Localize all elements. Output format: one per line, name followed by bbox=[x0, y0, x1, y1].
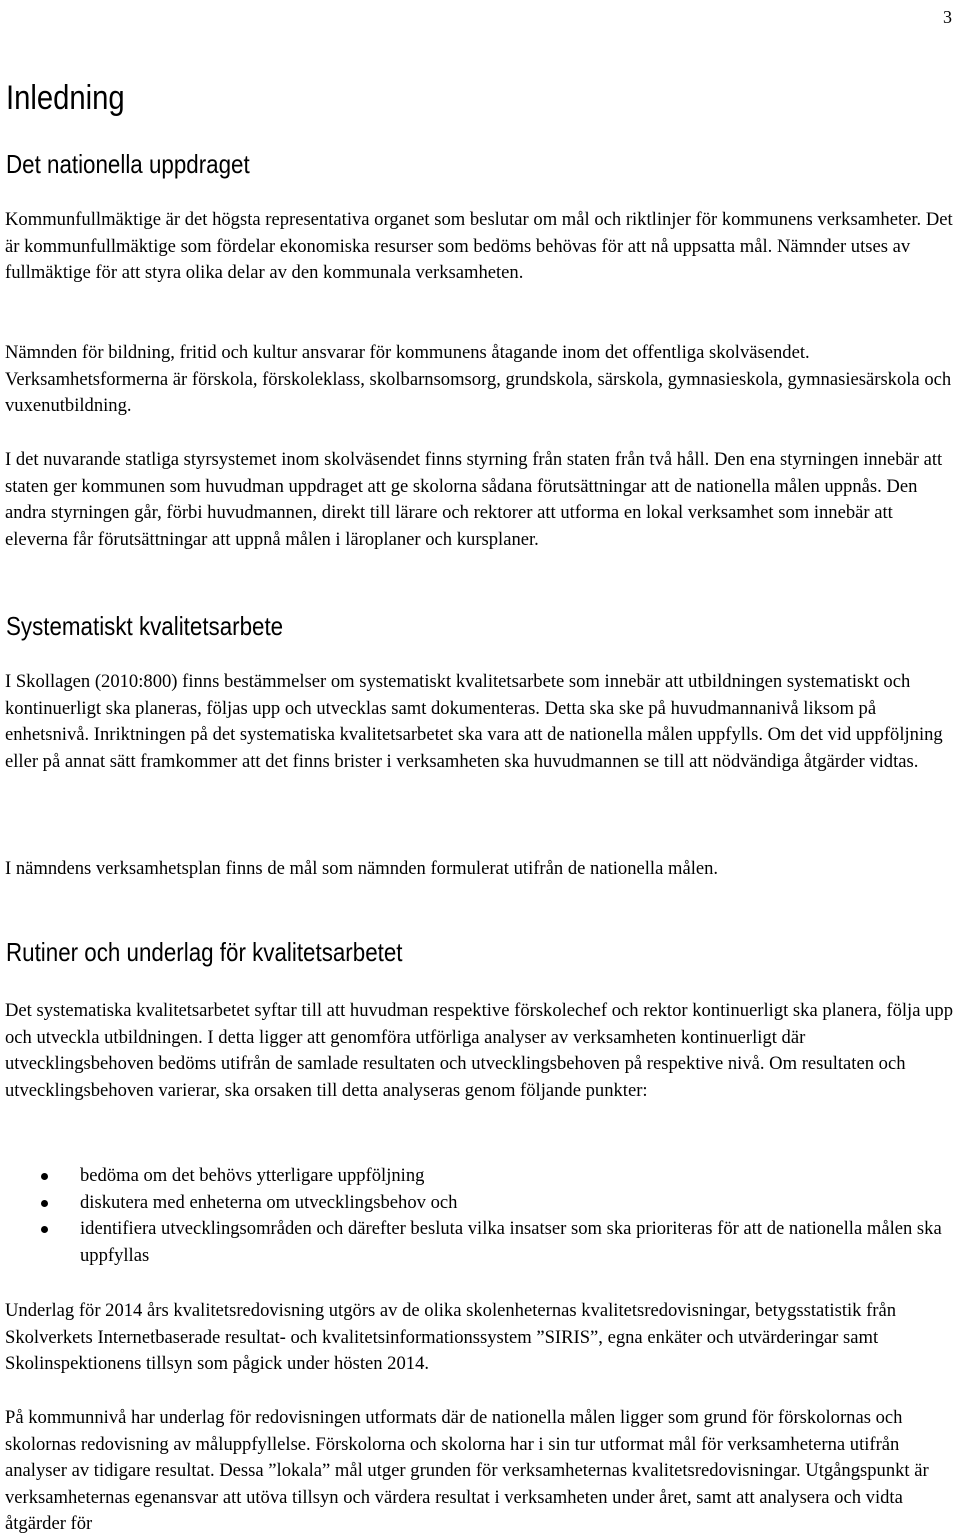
paragraph-skollagen: I Skollagen (2010:800) finns bestämmelser om systematiskt kvalitetsarbete som innebär att utbildningen systematiskt och kontinuerligt ska planeras, följas upp och utvecklas samt dokumenteras. Detta ska ske på huvudmannanivå liksom på enhetsnivå. Inriktningen på det systematiska kvalitetsarbetet ska vara att de nationella målen uppfylls. Om det vid uppföljning eller på annat sätt framkommer att det finns brister i verksamheten ska huvudmannen se till att nödvändiga åtgärder vidtas. bbox=[5, 671, 943, 772]
list-item: bedöma om det behövs ytterligare uppföljning bbox=[5, 1163, 957, 1190]
paragraph-namnden-ansvarar: Nämnden för bildning, fritid och kultur ansvarar för kommunens åtagande inom det offentliga skolväsendet. Verksamhetsformerna är förskola, förskoleklass, skolbarnsomsorg, grundskola, särskola, gymnasieskola, gymnasiesärskola och vuxenutbildning. bbox=[5, 342, 952, 417]
paragraph-styrsystemet: I det nuvarande statliga styrsystemet inom skolväsendet finns styrning från staten från två håll. Den ena styrningen innebär att staten ger kommunen som huvudman uppdraget att ge skolorna sådana förutsättningar att de nationella målen uppnås. Den andra styrningen går, förbi huvudmannen, direkt till lärare och rektorer att utforma en lokal verksamhet som innebär att eleverna får förutsättningar att uppnå målen i läroplaner och kursplaner. bbox=[5, 449, 943, 550]
bullet-icon bbox=[41, 1200, 48, 1207]
paragraph-underlag-2014: Underlag för 2014 års kvalitetsredovisning utgörs av de olika skolenheternas kvalitetsredovisningar, betygsstatistik från Skolverkets Internetbaserade resultat- och kvalitetsinformationssystem ”SIRIS”, egna enkäter och utvärderingar samt Skolinspektionens tillsyn som pågick under hösten 2014. bbox=[5, 1300, 897, 1375]
bullet-icon bbox=[41, 1173, 48, 1180]
paragraph-kommunfullmaktige: Kommunfullmäktige är det högsta representativa organet som beslutar om mål och riktlinjer för kommunens verksamheter. Det är kommunfullmäktige som fördelar ekonomiska resurser som bedöms behövas för att nå uppsatta mål. Nämnder utses av fullmäktige för att styra olika delar av den kommunala verksamheten. bbox=[5, 209, 953, 284]
paragraph-verksamhetsplan: I nämndens verksamhetsplan finns de mål som nämnden formulerat utifrån de nationella målen. bbox=[5, 858, 719, 879]
bullet-list bbox=[5, 1163, 957, 1269]
section-heading-systematiskt-kvalitetsarbete: Systematiskt kvalitetsarbete bbox=[6, 611, 284, 641]
paragraph-rutiner-intro: Det systematiska kvalitetsarbetet syftar till att huvudman respektive förskolechef och rektor kontinuerligt ska planera, följa upp och utveckla utbildningen. I detta ligger att genomföra utförliga analyser av verksamheten kontinuerligt där utvecklingsbehoven bedöms utifrån de samlade resultaten och utvecklingsbehoven på respektive nivå. Om resultaten och utvecklingsbehoven varierar, ska orsaken till detta analyseras genom följande punkter: bbox=[5, 1000, 953, 1101]
paragraph-kommunniva: På kommunnivå har underlag för redovisningen utformats där de nationella målen ligger som grund för förskolornas och skolornas redovisning av måluppfyllelse. Förskolorna och skolorna har i sin tur utformat mål för verksamheterna utifrån analyser av tidigare resultat. Dessa ”lokala” mål utger grunden för verksamheternas kvalitetsredovisningar. Utgångspunkt är verksamheternas egenansvar att utöva tillsyn och värdera resultat i verksamheten under året, samt att analysera och vidta åtgärder för bbox=[5, 1407, 929, 1535]
section-heading-nationella-uppdraget: Det nationella uppdraget bbox=[6, 149, 250, 179]
list-item: identifiera utvecklingsområden och därefter besluta vilka insatser som ska prioriteras för att de nationella målen ska uppfyllas bbox=[5, 1216, 957, 1269]
section-heading-rutiner-underlag: Rutiner och underlag för kvalitetsarbetet bbox=[6, 937, 403, 967]
list-item: diskutera med enheterna om utvecklingsbehov och bbox=[5, 1190, 957, 1217]
page-number: 3 bbox=[943, 7, 952, 27]
bullet-icon bbox=[41, 1226, 48, 1233]
page-title: Inledning bbox=[6, 79, 125, 117]
